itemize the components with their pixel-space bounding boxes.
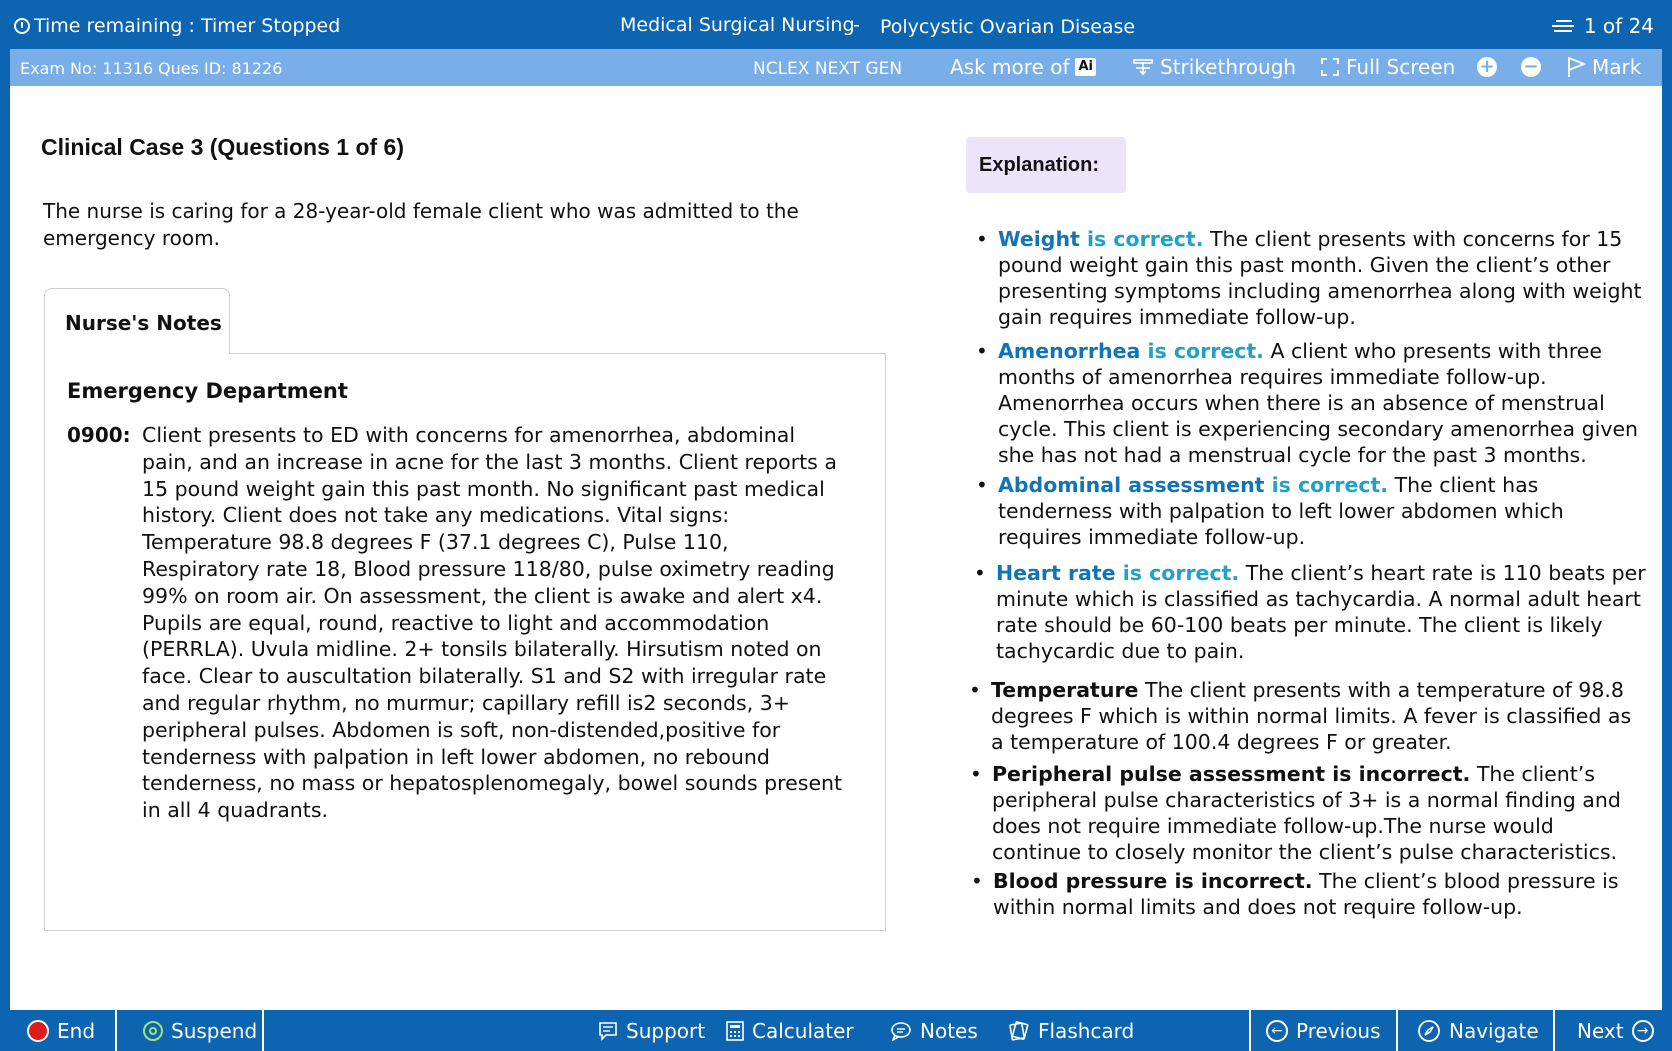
explanation-text: A client who presents with three months of amenorrhea requires immediate follow-up. Amenorrhea occurs when there is an absence of menstrual cycle. This client is experiencing secondary amenorrhea given she has not had a menstrual cycle for the past 3 months. — [998, 339, 1639, 467]
explanation-keyword: Blood pressure is incorrect. — [993, 869, 1313, 893]
navigate-label: Navigate — [1449, 1018, 1539, 1043]
explanation-verdict: is correct. — [1147, 339, 1264, 363]
zoom-out-button[interactable] — [1521, 57, 1541, 77]
question-list-icon[interactable] — [1552, 18, 1574, 34]
bullet-icon: • — [976, 339, 988, 363]
note-text: Client presents to ED with concerns for amenorrhea, abdominal pain, and an increase in acne for the last 3 months. Client reports a 15 pound weight gain this past month. No significant past medical history. Client does not take any medications. Vital signs: Temperature 98.8 degrees F (37.1 degrees C), Pulse 110, Respiratory rate 18, Blood pressure 118/80, pulse oximetry reading 99% on room air. On assessment, the client is awake and alert x4. Pupils are equal, round, reactive to light and accommodation (PERRLA). Uvula midline. 2+ tonsils bilaterally. Hirsutism noted on face. Clear to auscultation bilaterally. S1 and S2 with irregular rate and regular rhythm, no murmur; capillary refill is2 seconds, 3+ peripheral pulses. Abdomen is soft, non-distended,positive for tenderness with palpation in left lower abdomen, no rebound tenderness, no mass or hepatosplenomegaly, bowel sounds present in all 4 quadrants. — [142, 423, 843, 823]
mark-button[interactable] — [1566, 55, 1641, 79]
flashcard-icon — [1008, 1021, 1030, 1041]
case-title: Clinical Case 3 (Questions 1 of 6) — [41, 134, 404, 160]
strikethrough-button[interactable] — [1132, 55, 1296, 79]
support-button[interactable] — [598, 1010, 705, 1051]
support-icon — [598, 1021, 618, 1041]
explanation-keyword: Amenorrhea — [998, 339, 1148, 363]
exam-number: Exam No: 11316 — [20, 59, 154, 78]
suspend-button[interactable] — [143, 1010, 257, 1051]
stop-icon — [27, 1020, 49, 1042]
explanation-keyword: Weight — [998, 227, 1080, 251]
next-label: Next — [1577, 1018, 1624, 1043]
bullet-icon: • — [976, 473, 988, 497]
divider — [1396, 1010, 1398, 1051]
navigate-button[interactable] — [1417, 1010, 1539, 1051]
nurses-notes-panel — [44, 353, 886, 931]
ask-ai-button[interactable] — [950, 55, 1096, 79]
exam-type: NCLEX NEXT GEN — [753, 59, 903, 79]
bullet-icon: • — [971, 869, 983, 893]
explanation-item-blood-pressure — [971, 868, 1646, 920]
sub-bar — [10, 49, 1662, 86]
explanation-text: The client presents with concerns for 15 pound weight gain this past month. Given the client’s other presenting symptoms including amenorrhea along with weight gain requires immediate follow-up. — [998, 227, 1642, 329]
question-counter — [1552, 14, 1654, 38]
previous-button[interactable] — [1266, 1010, 1381, 1051]
divider — [262, 1010, 264, 1051]
flashcard-button[interactable] — [1008, 1010, 1134, 1051]
flag-icon — [1566, 56, 1586, 78]
clock-icon — [14, 18, 30, 34]
divider — [1553, 1010, 1555, 1051]
previous-label: Previous — [1296, 1018, 1381, 1043]
strikethrough-label: Strikethrough — [1160, 55, 1297, 79]
notes-icon — [890, 1021, 912, 1041]
explanation-item-peripheral-pulse — [970, 761, 1645, 865]
explanation-item-weight — [976, 226, 1651, 330]
explanation-item-amenorrhea — [976, 338, 1651, 468]
explanation-text: The client presents with a temperature of 98.8 degrees F which is within normal limits. A fever is classified as a temperature of 100.4 degrees F or greater. — [991, 678, 1632, 754]
note-time: 0900: — [67, 423, 131, 447]
next-button[interactable] — [1577, 1010, 1654, 1051]
tab-nurses-notes[interactable]: Nurse's Notes — [44, 288, 230, 354]
plus-icon: + — [1477, 57, 1497, 77]
explanation-text: The client has tenderness with palpation to left lower abdomen which requires immediate follow-up. — [998, 473, 1564, 549]
explanation-text: The client’s peripheral pulse characteristics of 3+ is a normal finding and does not require immediate follow-up.The nurse would continue to closely monitor the client’s pulse characteristics. — [992, 762, 1621, 864]
support-label: Support — [626, 1018, 706, 1043]
suspend-label: Suspend — [171, 1018, 258, 1043]
notes-label: Notes — [920, 1018, 978, 1043]
explanation-header: Explanation: — [966, 137, 1126, 193]
bullet-icon: • — [976, 227, 988, 251]
content-area — [10, 86, 1662, 1010]
calculator-button[interactable] — [726, 1010, 854, 1051]
department-heading: Emergency Department — [67, 379, 348, 403]
notes-button[interactable] — [890, 1010, 978, 1051]
topic-title: Polycystic Ovarian Disease — [880, 16, 1136, 38]
explanation-text: The client’s heart rate is 110 beats per minute which is classified as tachycardia. A normal adult heart rate should be 60-100 beats per minute. The client is likely tachycardic due to pain. — [996, 561, 1646, 663]
minus-icon: − — [1521, 57, 1541, 77]
explanation-keyword: Heart rate — [996, 561, 1116, 585]
arrow-right-icon: → — [1632, 1020, 1654, 1042]
explanation-verdict: is correct. — [1264, 473, 1389, 497]
explanation-verdict: is correct. — [1079, 227, 1204, 251]
full-screen-button[interactable] — [1320, 55, 1455, 79]
bullet-icon: • — [969, 678, 981, 702]
bottom-bar — [0, 1010, 1672, 1051]
explanation-keyword: Peripheral pulse assessment is incorrect. — [992, 762, 1471, 786]
suspend-icon — [143, 1021, 163, 1041]
question-id: Ques ID: 81226 — [158, 59, 283, 78]
full-screen-label: Full Screen — [1346, 55, 1456, 79]
calculator-label: Calculater — [752, 1018, 854, 1043]
title-separator: - — [853, 14, 860, 36]
explanation-item-temperature — [969, 677, 1644, 755]
explanation-keyword: Temperature — [991, 678, 1139, 702]
explanation-verdict: is correct. — [1115, 561, 1240, 585]
explanation-item-heart-rate — [974, 560, 1649, 664]
explanation-text: The client’s blood pressure is within normal limits and does not require follow-up. — [993, 869, 1619, 919]
bullet-icon: • — [974, 561, 986, 585]
compass-icon — [1417, 1019, 1441, 1043]
end-button[interactable] — [27, 1010, 95, 1051]
full-screen-icon — [1320, 57, 1340, 77]
question-intro: The nurse is caring for a 28-year-old female client who was admitted to the emergency room. — [43, 199, 799, 250]
flashcard-label: Flashcard — [1038, 1018, 1135, 1043]
divider — [1249, 1010, 1251, 1051]
arrow-left-icon: ← — [1266, 1020, 1288, 1042]
divider — [115, 1010, 117, 1051]
timer-label: Time remaining : Timer Stopped — [34, 15, 341, 37]
mark-label: Mark — [1592, 55, 1642, 79]
explanation-item-abdominal — [976, 472, 1651, 550]
calculator-icon — [726, 1021, 744, 1041]
question-counter-text: 1 of 24 — [1583, 14, 1654, 38]
ai-icon: Ai — [1075, 58, 1096, 76]
course-title: Medical Surgical Nursing — [620, 14, 855, 36]
explanation-keyword: Abdominal assessment — [998, 473, 1265, 497]
timer — [14, 15, 340, 37]
strikethrough-icon — [1132, 57, 1154, 77]
end-label: End — [57, 1018, 96, 1043]
bullet-icon: • — [970, 762, 982, 786]
top-bar — [0, 0, 1672, 49]
zoom-in-button[interactable] — [1477, 57, 1497, 77]
ask-ai-label: Ask more of — [950, 55, 1070, 79]
